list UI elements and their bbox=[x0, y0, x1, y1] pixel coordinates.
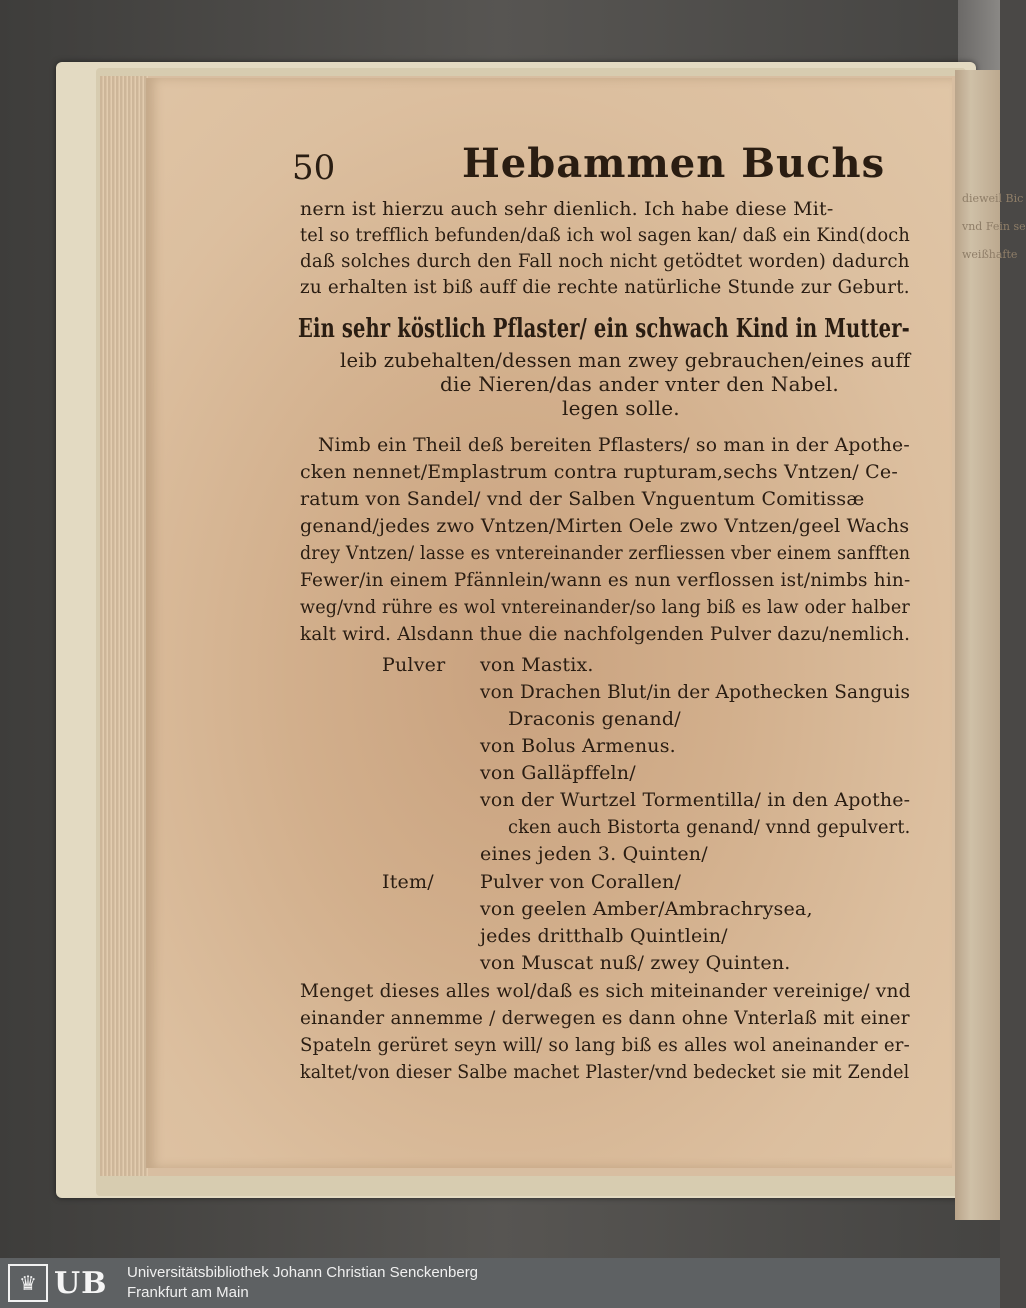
recipe-label: Item/ bbox=[382, 871, 434, 893]
running-title: Hebammen Buchs bbox=[462, 140, 886, 187]
text-line: Nimb ein Theil deß bereiten Pflasters/ so man in der Apothe- bbox=[318, 434, 910, 456]
recipe-item: von Drachen Blut/in der Apothecken Sanguis bbox=[480, 681, 911, 703]
recipe-label: Pulver bbox=[382, 654, 446, 676]
logo-text: UB bbox=[54, 1265, 108, 1301]
text-line: cken nennet/Emplastrum contra rupturam,sechs Vntzen/ Ce- bbox=[300, 461, 898, 483]
institution-location: Frankfurt am Main bbox=[127, 1284, 249, 1301]
text-line: ratum von Sandel/ vnd der Salben Vnguentum Comitissæ bbox=[300, 488, 865, 510]
text-line: kalt wird. Alsdann thue die nachfolgenden Pulver dazu/nemlich. bbox=[300, 623, 911, 645]
recipe-item: cken auch Bistorta genand/ vnnd gepulvert. bbox=[508, 816, 911, 838]
facing-page-text: vnd Fein se bbox=[962, 220, 1026, 233]
recipe-item: von der Wurtzel Tormentilla/ in den Apothe- bbox=[480, 789, 911, 811]
recipe-item: von Bolus Armenus. bbox=[480, 735, 676, 757]
library-footer bbox=[0, 1258, 1000, 1308]
seal-icon: ♛ bbox=[8, 1264, 48, 1302]
recipe-item: Pulver von Corallen/ bbox=[480, 871, 682, 893]
text-line: tel so trefflich befunden/daß ich wol sagen kan/ daß ein Kind(doch bbox=[300, 224, 910, 246]
text-line: daß solches durch den Fall noch nicht getödtet worden) dadurch bbox=[300, 250, 910, 272]
recipe-item: Draconis genand/ bbox=[508, 708, 681, 730]
recipe-item: von geelen Amber/Ambrachrysea, bbox=[480, 898, 813, 920]
facing-page-text: dieweil Bic bbox=[962, 192, 1024, 205]
text-line: weg/vnd rühre es wol vntereinander/so lang biß es law oder halber bbox=[300, 596, 910, 618]
page-edges bbox=[100, 76, 148, 1176]
glass-plate bbox=[958, 0, 1000, 70]
section-heading-line: leib zubehalten/dessen man zwey gebrauchen/eines auff bbox=[340, 348, 911, 372]
text-line: drey Vntzen/ lasse es vntereinander zerfliessen vber einem sanfften bbox=[300, 542, 911, 564]
text-line: einander annemme / derwegen es dann ohne Vnterlaß mit einer bbox=[300, 1007, 910, 1029]
facing-page-text: weißhafte bbox=[962, 248, 1018, 261]
text-line: nern ist hierzu auch sehr dienlich. Ich habe diese Mit- bbox=[300, 198, 834, 220]
text-line: genand/jedes zwo Vntzen/Mirten Oele zwo Vntzen/geel Wachs bbox=[300, 515, 910, 537]
recipe-item: von Galläpffeln/ bbox=[480, 762, 636, 784]
text-line: kaltet/von dieser Salbe machet Plaster/vnd bedecket sie mit Zendel bbox=[300, 1061, 910, 1083]
section-heading: Ein sehr köstlich Pflaster/ ein schwach Kind in Mutter- bbox=[298, 314, 910, 344]
recipe-item: von Muscat nuß/ zwey Quinten. bbox=[480, 952, 791, 974]
text-line: Fewer/in einem Pfännlein/wann es nun verflossen ist/nimbs hin- bbox=[300, 569, 911, 591]
recipe-item: jedes dritthalb Quintlein/ bbox=[480, 925, 728, 947]
text-line: Spateln gerüret seyn will/ so lang biß es alles wol aneinander er- bbox=[300, 1034, 910, 1056]
text-line: Menget dieses alles wol/daß es sich miteinander vereinige/ vnd bbox=[300, 980, 911, 1002]
recipe-item: von Mastix. bbox=[480, 654, 594, 676]
section-heading-line: legen solle. bbox=[562, 396, 680, 420]
recipe-item: eines jeden 3. Quinten/ bbox=[480, 843, 708, 865]
institution-name: Universitätsbibliothek Johann Christian Senckenberg bbox=[127, 1264, 479, 1281]
library-logo[interactable] bbox=[8, 1264, 116, 1302]
facing-page-strip bbox=[955, 70, 1000, 1220]
text-line: zu erhalten ist biß auff die rechte natürliche Stunde zur Geburt. bbox=[300, 276, 910, 298]
section-heading-line: die Nieren/das ander vnter den Nabel. bbox=[440, 372, 839, 396]
page-number: 50 bbox=[292, 148, 336, 188]
